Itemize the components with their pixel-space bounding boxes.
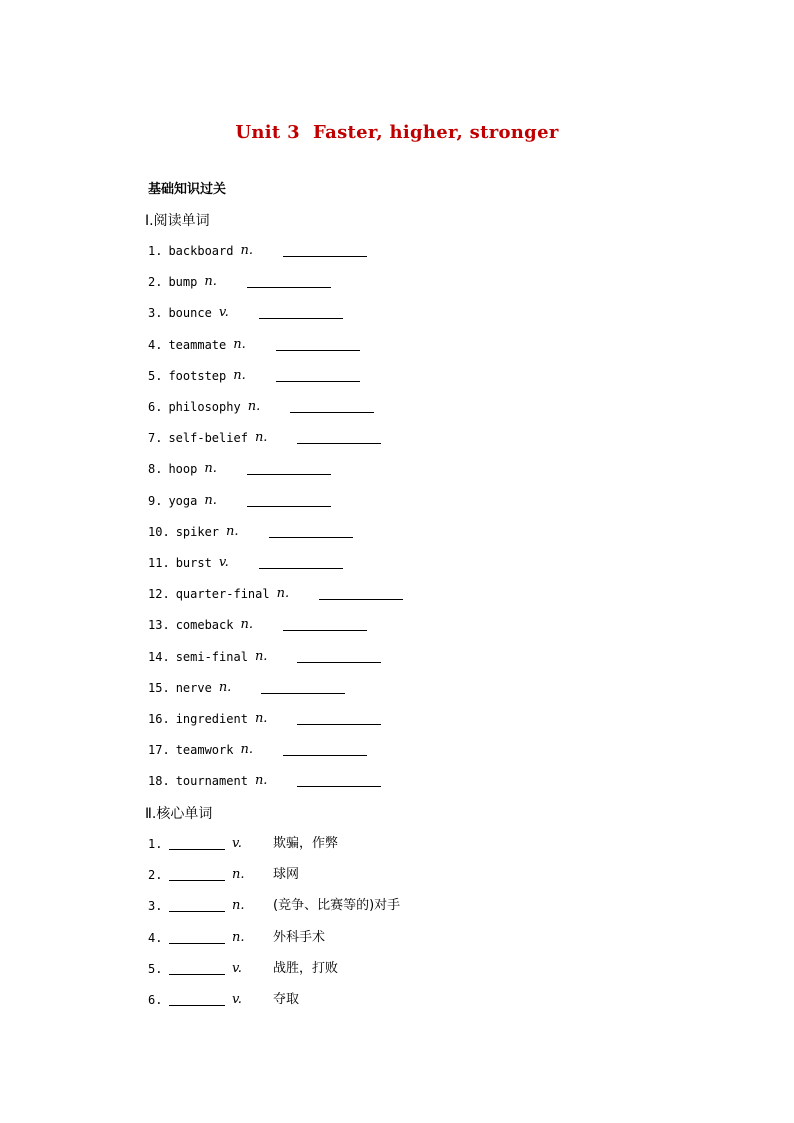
answer-blank[interactable] [297,786,381,787]
part-of-speech: n. [218,680,232,695]
answer-blank[interactable] [290,412,374,413]
reading-word-item [148,678,345,698]
part-of-speech: n. [204,274,217,289]
part-of-speech: n. [247,399,261,414]
part1-heading: Ⅰ.阅读单词 [145,213,210,229]
item-word: bump [168,275,198,289]
item-number: 2. [148,868,163,882]
reading-word-item [148,553,343,573]
meaning-text: 夺取 [273,992,300,1007]
item-word: ingredient [175,712,248,726]
reading-word-item [148,366,360,386]
part-of-speech: n. [232,930,245,945]
answer-blank[interactable] [276,350,360,351]
answer-blank[interactable] [283,755,367,756]
answer-blank[interactable] [297,443,381,444]
reading-word-item [148,491,331,511]
item-word: quarter-final [175,587,270,601]
part-of-speech: n. [254,773,268,788]
part-of-speech: n. [240,617,253,632]
page-title: Unit 3 Faster, higher, stronger [235,122,559,143]
item-number: 17. [148,743,170,757]
part-of-speech: n. [204,461,217,476]
meaning-text: 球网 [273,867,300,882]
item-number: 18. [148,774,170,788]
answer-blank[interactable] [259,318,343,319]
part-of-speech: n. [254,649,268,664]
item-number: 13. [148,618,170,632]
item-word: burst [175,556,212,570]
core-word-item [148,959,548,979]
answer-blank[interactable] [247,287,331,288]
item-number: 8. [148,462,163,476]
part2-heading: Ⅱ.核心单词 [145,806,213,822]
item-word: bounce [168,306,212,320]
reading-word-item [148,771,381,791]
item-number: 10. [148,525,170,539]
core-word-item [148,865,548,885]
answer-blank[interactable] [259,568,343,569]
item-number: 7. [148,431,163,445]
meaning-text: 战胜，打败 [273,961,339,976]
core-word-item [148,896,548,916]
item-number: 4. [148,338,163,352]
meaning-text: (竞争、比赛等的)对手 [273,898,401,913]
item-word: nerve [175,681,212,695]
answer-blank[interactable] [169,880,225,881]
item-number: 4. [148,931,163,945]
answer-blank[interactable] [283,256,367,257]
reading-word-item [148,647,381,667]
reading-word-item [148,397,374,417]
part-of-speech: v. [218,305,229,320]
item-word: teamwork [175,743,234,757]
part-of-speech: v. [218,555,229,570]
answer-blank[interactable] [247,474,331,475]
part-of-speech: n. [276,586,290,601]
reading-word-item [148,615,367,635]
part-of-speech: v. [232,992,242,1007]
answer-blank[interactable] [269,537,353,538]
part-of-speech: n. [232,898,245,913]
item-word: self-belief [168,431,248,445]
reading-word-item [148,584,403,604]
item-number: 3. [148,899,163,913]
item-number: 3. [148,306,163,320]
part-of-speech: n. [232,867,245,882]
part-of-speech: n. [254,711,268,726]
item-word: semi-final [175,650,248,664]
item-number: 5. [148,962,163,976]
answer-blank[interactable] [247,506,331,507]
answer-blank[interactable] [169,911,225,912]
reading-word-item [148,709,381,729]
answer-blank[interactable] [169,849,225,850]
item-word: hoop [168,462,198,476]
core-word-item [148,990,548,1010]
core-word-item [148,834,548,854]
item-number: 11. [148,556,170,570]
part-of-speech: n. [240,243,253,258]
item-number: 9. [148,494,163,508]
part-of-speech: n. [254,430,268,445]
reading-word-item [148,428,381,448]
answer-blank[interactable] [276,381,360,382]
answer-blank[interactable] [169,1005,225,1006]
reading-word-item [148,522,353,542]
reading-word-item [148,272,331,292]
item-number: 1. [148,837,163,851]
item-number: 5. [148,369,163,383]
part-of-speech: n. [233,337,246,352]
item-word: spiker [175,525,220,539]
meaning-text: 外科手术 [273,930,326,945]
item-number: 14. [148,650,170,664]
reading-word-item [148,459,331,479]
item-word: teammate [168,338,227,352]
item-word: backboard [168,244,234,258]
part-of-speech: v. [232,961,242,976]
part-of-speech: n. [204,493,217,508]
reading-word-item [148,303,343,323]
part-of-speech: v. [232,836,242,851]
item-number: 6. [148,400,163,414]
answer-blank[interactable] [169,974,225,975]
item-word: tournament [175,774,248,788]
answer-blank[interactable] [319,599,403,600]
item-number: 12. [148,587,170,601]
item-number: 16. [148,712,170,726]
answer-blank[interactable] [283,630,367,631]
section-heading: 基础知识过关 [148,182,227,197]
meaning-text: 欺骗，作弊 [273,836,339,851]
answer-blank[interactable] [169,943,225,944]
reading-word-item [148,335,360,355]
answer-blank[interactable] [261,693,345,694]
reading-word-item [148,740,367,760]
answer-blank[interactable] [297,724,381,725]
item-word: philosophy [168,400,241,414]
part-of-speech: n. [233,368,246,383]
item-number: 15. [148,681,170,695]
item-word: comeback [175,618,234,632]
item-word: footstep [168,369,227,383]
item-number: 1. [148,244,163,258]
item-word: yoga [168,494,198,508]
part-of-speech: n. [240,742,253,757]
answer-blank[interactable] [297,662,381,663]
core-word-item [148,928,548,948]
item-number: 2. [148,275,163,289]
part-of-speech: n. [226,524,239,539]
reading-word-item [148,241,367,261]
item-number: 6. [148,993,163,1007]
